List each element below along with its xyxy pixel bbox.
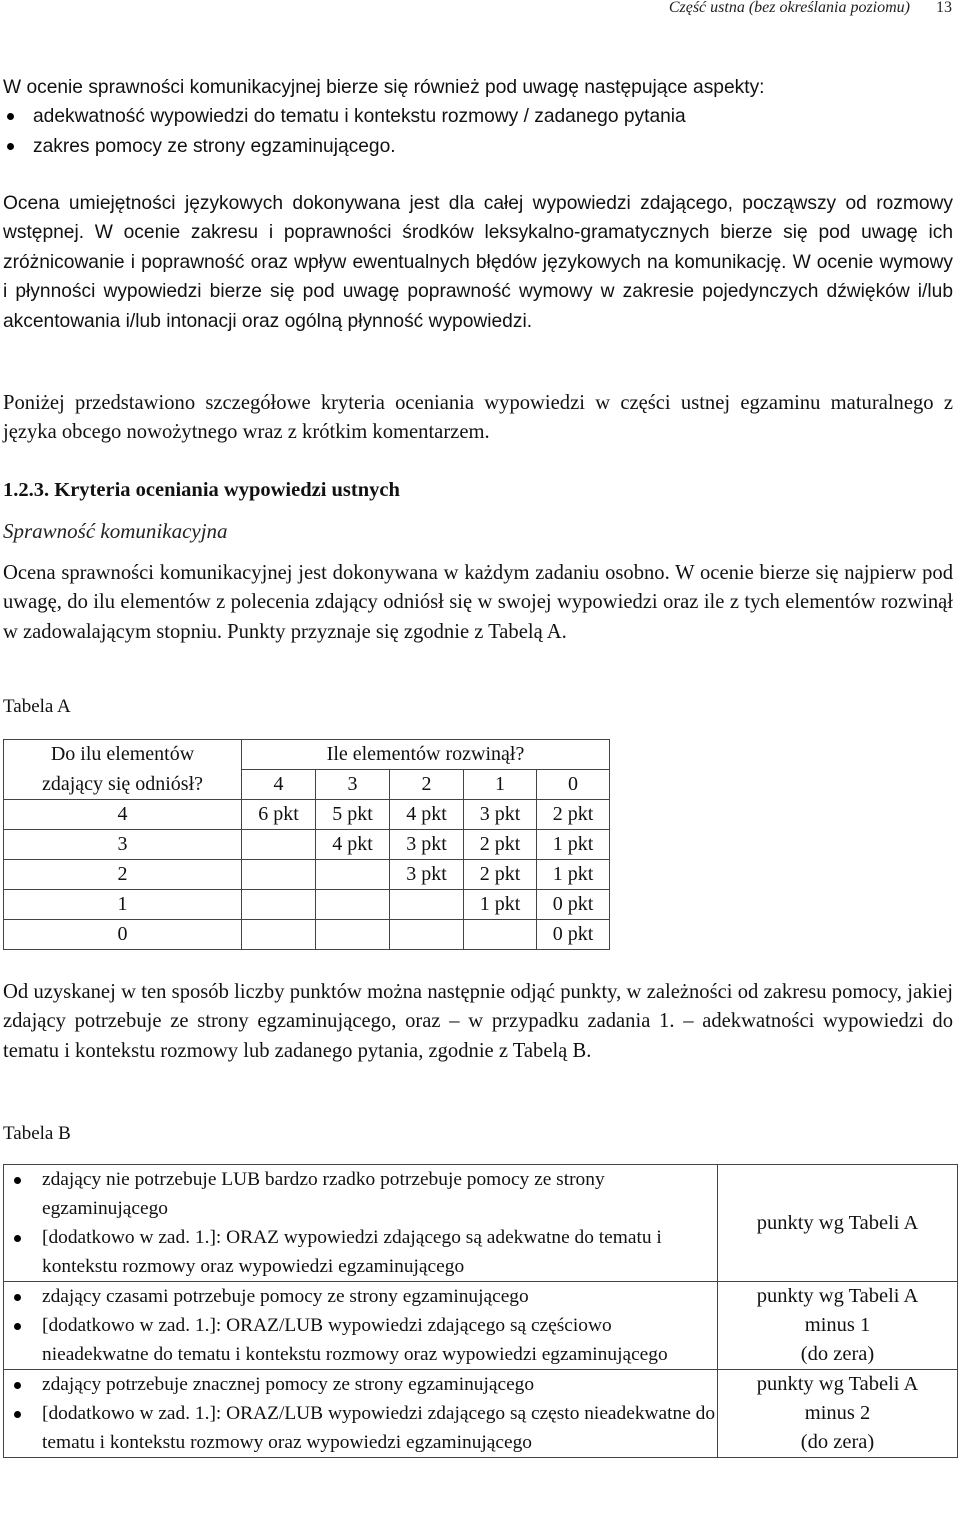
table-a-row [4, 860, 610, 890]
table-b-result [718, 1165, 958, 1282]
table-a-cell [390, 890, 464, 920]
table-a-cell: 2 pkt [464, 860, 537, 890]
table-b-caption: Tabela B [3, 1123, 71, 1144]
table-b [3, 1164, 958, 1458]
paragraph-after-table-a: Od uzyskanej w ten sposób liczby punktów można następnie odjąć punkty, w zależności od zakresu pomocy, jakiej zdający potrzebuje ze strony egzaminującego, oraz – w przypadku zadania 1. – adekwatności wypowiedzi do tematu i kontekstu rozmowy lub zadanego pytania, zgodnie z Tabelą B. [3, 981, 953, 1062]
table-b-bullet: [dodatkowo w zad. 1.]: ORAZ/LUB wypowiedzi zdającego są często nieadekwatne do tematu i kontekstu rozmowy oraz wypowiedzi egzaminującego [4, 1399, 717, 1457]
table-a-col-header: 1 [464, 770, 537, 800]
table-b-row [4, 1165, 958, 1282]
table-a-cell: 1 pkt [537, 830, 610, 860]
table-a-row [4, 800, 610, 830]
table-a-cell [316, 890, 390, 920]
table-a-cell [242, 830, 316, 860]
table-a-cell [316, 920, 390, 950]
table-a-cell: 3 pkt [464, 800, 537, 830]
section-heading: 1.2.3. Kryteria oceniania wypowiedzi ustnych [3, 479, 400, 501]
intro-block [3, 73, 953, 161]
intro-bullet: zakres pomocy ze strony egzaminującego. [3, 132, 953, 161]
table-a-cell [242, 860, 316, 890]
table-b-bullet: zdający potrzebuje znacznej pomocy ze strony egzaminującego [4, 1370, 717, 1399]
table-a-cell: 0 pkt [537, 920, 610, 950]
table-b-bullet-list [4, 1370, 717, 1457]
table-a-col-header: 0 [537, 770, 610, 800]
table-a-col-header: 3 [316, 770, 390, 800]
table-b-result-line: (do zera) [800, 1431, 875, 1453]
table-a-cell: 3 pkt [390, 830, 464, 860]
table-a-cell: 2 pkt [464, 830, 537, 860]
section-subheading: Sprawność komunikacyjna [3, 519, 228, 543]
table-a-row [4, 920, 610, 950]
table-b-conditions [4, 1370, 718, 1458]
table-b-bullet: zdający nie potrzebuje LUB bardzo rzadko potrzebuje pomocy ze strony egzaminującego [4, 1165, 717, 1223]
table-b-bullet: zdający czasami potrzebuje pomocy ze strony egzaminującego [4, 1282, 717, 1311]
table-a-col-header: 4 [242, 770, 316, 800]
table-a-cell: 0 pkt [537, 890, 610, 920]
table-b-bullet: [dodatkowo w zad. 1.]: ORAZ/LUB wypowiedzi zdającego są częściowo nieadekwatne do tematu i kontekstu rozmowy oraz wypowiedzi egzaminującego [4, 1311, 717, 1369]
table-a-row-label: 0 [4, 920, 242, 950]
table-b-result-line: punkty wg Tabeli A [756, 1373, 919, 1395]
table-a-row-header: Do ilu elementów [4, 740, 242, 770]
table-b-bullet-list [4, 1165, 717, 1281]
table-a-cell: 1 pkt [537, 860, 610, 890]
table-a-row-label: 2 [4, 860, 242, 890]
table-b-conditions [4, 1282, 718, 1370]
paragraph-language: Ocena umiejętności językowych dokonywana jest dla całej wypowiedzi zdającego, począwszy od rozmowy wstępnej. W ocenie zakresu i poprawności środków leksykalno-gramatycznych bierze się pod uwagę ich zróżnicowanie i poprawność oraz wpływ ewentualnych błędów językowych na komunikację. W ocenie wymowy i płynności wypowiedzi bierze się pod uwagę poprawność wymowy w zakresie pojedynczych dźwięków i/lub akcentowania i/lub intonacji oraz ogólną płynność wypowiedzi. [3, 193, 953, 332]
table-b-bullet: [dodatkowo w zad. 1.]: ORAZ wypowiedzi zdającego są adekwatne do tematu i kontekstu rozmowy oraz wypowiedzi egzaminującego [4, 1223, 717, 1281]
table-a-row-header-2: zdający się odniósł? [4, 770, 242, 800]
table-a-row-label: 4 [4, 800, 242, 830]
table-a-col-header: 2 [390, 770, 464, 800]
table-b-row [4, 1370, 958, 1458]
table-a-cell [242, 890, 316, 920]
page-number: 13 [936, 0, 952, 16]
intro-lead: W ocenie sprawności komunikacyjnej bierze się również pod uwagę następujące aspekty: [3, 77, 765, 98]
paragraph-criteria: Poniżej przedstawiono szczegółowe kryteria oceniania wypowiedzi w części ustnej egzaminu maturalnego z języka obcego nowożytnego wraz z krótkim komentarzem. [3, 392, 953, 444]
table-b-result-line: punkty wg Tabeli A [756, 1211, 919, 1234]
table-a-cell [242, 920, 316, 950]
table-a-cell: 4 pkt [316, 830, 390, 860]
table-b-result [718, 1370, 958, 1458]
table-a-cell [316, 860, 390, 890]
table-a-cell [464, 920, 537, 950]
table-a-cell: 3 pkt [390, 860, 464, 890]
table-a-caption: Tabela A [3, 696, 71, 717]
table-a-header-row [4, 740, 610, 770]
running-title: Część ustna (bez określania poziomu) [668, 0, 910, 16]
table-a-col-group-header: Ile elementów rozwinął? [242, 740, 610, 770]
table-b-row [4, 1282, 958, 1370]
table-b-result [718, 1282, 958, 1370]
table-b-conditions [4, 1165, 718, 1282]
table-a-cell: 4 pkt [390, 800, 464, 830]
intro-bullet-list [3, 102, 953, 161]
table-b-result-line: minus 1 [804, 1314, 871, 1336]
table-a-row-label: 1 [4, 890, 242, 920]
table-b-bullet-list [4, 1282, 717, 1369]
table-a-subheader-row [4, 770, 610, 800]
table-a-cell: 5 pkt [316, 800, 390, 830]
intro-bullet: adekwatność wypowiedzi do tematu i kontekstu rozmowy / zadanego pytania [3, 102, 953, 131]
table-a-row [4, 890, 610, 920]
table-a-cell [390, 920, 464, 950]
running-header [0, 0, 952, 17]
table-b-result-line: punkty wg Tabeli A [756, 1285, 919, 1307]
table-a-cell: 1 pkt [464, 890, 537, 920]
section-body: Ocena sprawności komunikacyjnej jest dokonywana w każdym zadaniu osobno. W ocenie bierze się najpierw pod uwagę, do ilu elementów z polecenia zdający odniósł się w swojej wypowiedzi oraz ile z tych elementów rozwinął w zadowalającym stopniu. Punkty przyznaje się zgodnie z Tabelą A. [3, 562, 953, 643]
table-a [3, 739, 610, 950]
table-a-row [4, 830, 610, 860]
table-a-cell: 6 pkt [242, 800, 316, 830]
table-a-row-label: 3 [4, 830, 242, 860]
table-a-cell: 2 pkt [537, 800, 610, 830]
table-b-result-line: (do zera) [800, 1343, 875, 1365]
table-b-result-line: minus 2 [804, 1402, 871, 1424]
